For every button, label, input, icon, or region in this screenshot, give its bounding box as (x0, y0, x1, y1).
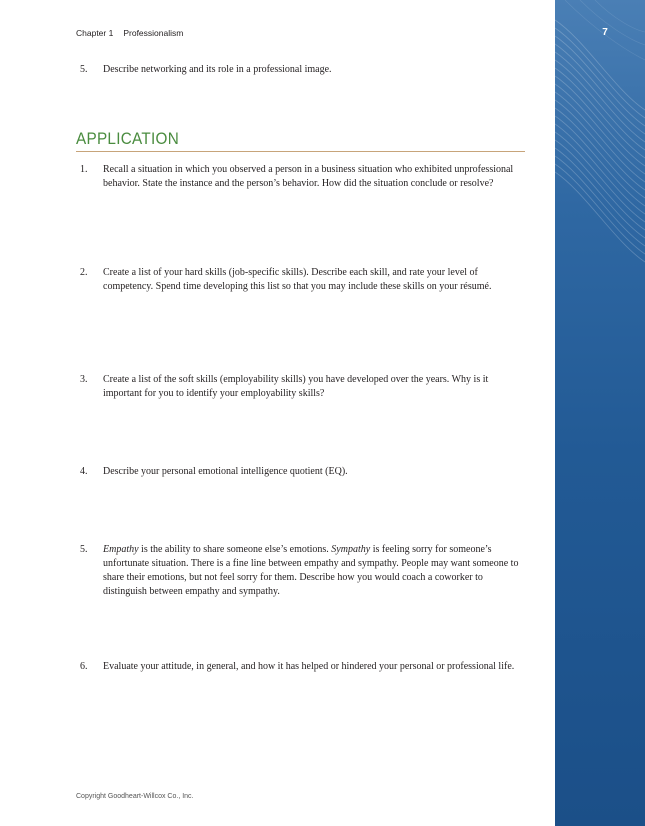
item-text: Describe networking and its role in a professional image. (103, 64, 332, 75)
list-item (80, 373, 525, 401)
item-text: Describe your personal emotional intelligence quotient (EQ). (103, 466, 348, 477)
list-item (80, 163, 525, 191)
list-item (80, 63, 525, 77)
item-text: Recall a situation in which you observed a person in a business situation who exhibited unprofessional behavior. State the instance and the person’s behavior. How did the situation conclude or resolve? (103, 164, 514, 189)
page-number: 7 (602, 27, 608, 38)
item-number: 4. (80, 466, 88, 477)
item-text-part: is the ability to share someone else’s emotions. (138, 544, 332, 555)
running-header (76, 28, 183, 38)
section-divider (76, 151, 525, 152)
list-item (80, 543, 525, 599)
item-text: Evaluate your attitude, in general, and how it has helped or hindered your personal or professional life. (103, 661, 515, 672)
item-number: 2. (80, 267, 88, 278)
term-sympathy: Sympathy (331, 544, 371, 555)
sidebar-band (555, 0, 645, 826)
item-text: Create a list of your hard skills (job-specific skills). Describe each skill, and rate your level of competency. Spend time developing this list so that you may include these skills on your résumé. (103, 267, 492, 292)
item-number: 3. (80, 374, 88, 385)
term-empathy: Empathy (103, 544, 139, 555)
list-item (80, 660, 525, 674)
wave-lines-decoration (555, 0, 645, 826)
copyright-footer: Copyright Goodheart-Willcox Co., Inc. (76, 793, 194, 800)
chapter-label: Chapter 1 (76, 28, 114, 38)
item-number: 5. (80, 64, 88, 75)
item-number: 5. (80, 544, 88, 555)
item-text: Create a list of the soft skills (employability skills) you have developed over the years. Why is it important for you to identify your employability skills? (103, 374, 489, 399)
chapter-title: Professionalism (123, 28, 184, 38)
item-number: 1. (80, 164, 88, 175)
item-number: 6. (80, 661, 88, 672)
list-item (80, 465, 525, 479)
section-title: APPLICATION (76, 129, 180, 148)
list-item (80, 266, 525, 294)
item-text-part: is feeling sorry for someone’s unfortunate situation. There is a fine line between empathy and sympathy. People may want someone to share their emotions, but not feel sorry for them. Describe how you would coach a coworker to distinguish between empathy and sympathy. (103, 544, 519, 597)
item-text (103, 543, 525, 599)
